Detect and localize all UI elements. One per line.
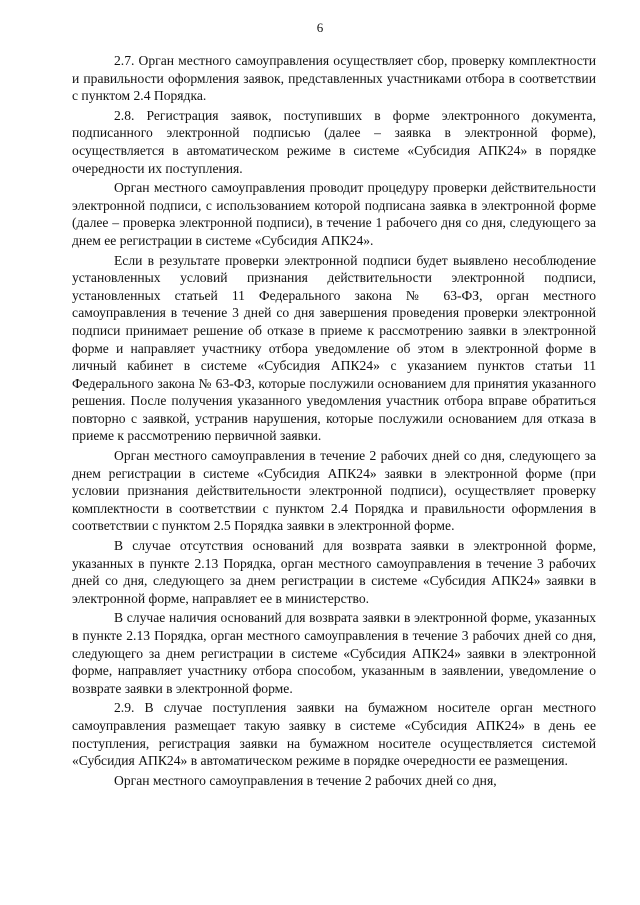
paragraph-2-9: 2.9. В случае поступления заявки на бумажном носителе орган местного самоуправления размещает такую заявку в системе «Субсидия АПК24» в день ее поступления, регистрация заявки на бумажном носителе осуществляется системой «Субсидия АПК24» в автоматическом режиме в порядке очередности ее размещения. <box>72 700 596 769</box>
paragraph-2-8: 2.8. Регистрация заявок, поступивших в форме электронного документа, подписанного электронной подписью (далее – заявка в электронной форме), осуществляется в автоматическом режиме в системе «Субсидия АПК24» в порядке очередности их поступления. <box>72 107 596 176</box>
paragraph-continuation: Орган местного самоуправления в течение 2 рабочих дней со дня, <box>114 772 497 788</box>
document-body <box>72 52 596 791</box>
paragraph-signature-failure: Если в результате проверки электронной подписи будет выявлено несоблюдение установленных условий признания действительности электронной подписи, установленных статьей 11 Федерального закона № 63-ФЗ, орган местного самоуправления в течение 3 дней со дня завершения проведения проверки электронной подписи принимает решение об отказе в приеме к рассмотрению заявки в электронной форме и направляет участнику отбора уведомление об этом в электронной форме в личный кабинет в системе «Субсидия АПК24» с указанием пунктов статьи 11 Федерального закона № 63-ФЗ, которые послужили основанием для принятия указанного решения. После получения указанного уведомления участник отбора вправе обратиться повторно с заявкой, устранив нарушения, которые послужили основанием для отказа в приеме к рассмотрению первичной заявки. <box>72 252 596 444</box>
paragraph-return-grounds: В случае наличия оснований для возврата заявки в электронной форме, указанных в пункте 2.13 Порядка, орган местного самоуправления в течение 3 рабочих дней со дня, следующего за днем регистрации в системе «Субсидия АПК24» заявки в электронной форме, направляет участнику отбора способом, указанным в заявлении, уведомление о возврате заявки в электронной форме. <box>72 610 596 696</box>
paragraph-2-7: 2.7. Орган местного самоуправления осуществляет сбор, проверку комплектности и правильности оформления заявок, представленных участниками отбора в соответствии с пунктом 2.4 Порядка. <box>72 53 596 104</box>
paragraph-no-return-grounds: В случае отсутствия оснований для возврата заявки в электронной форме, указанных в пункте 2.13 Порядка, орган местного самоуправления в течение 3 рабочих дней со дня, следующего за днем регистрации в системе «Субсидия АПК24» заявки в электронной форме, направляет ее в министерство. <box>72 538 596 606</box>
paragraph-signature-check: Орган местного самоуправления проводит процедуру проверки действительности электронной подписи, с использованием которой подписана заявка в электронной форме (далее – проверка электронной подписи), в течение 1 рабочего дня со дня, следующего за днем ее регистрации в системе «Субсидия АПК24». <box>72 180 596 248</box>
paragraph-completeness-check: Орган местного самоуправления в течение 2 рабочих дней со дня, следующего за днем регистрации в системе «Субсидия АПК24» заявки в электронной форме (при условии признания действительности электронной подписи), осуществляет проверку комплектности в соответствии с пунктом 2.4 Порядка и правильности оформления в соответствии с пунктом 2.5 Порядка заявки в электронной форме. <box>72 448 596 534</box>
page-number: 6 <box>316 20 324 35</box>
